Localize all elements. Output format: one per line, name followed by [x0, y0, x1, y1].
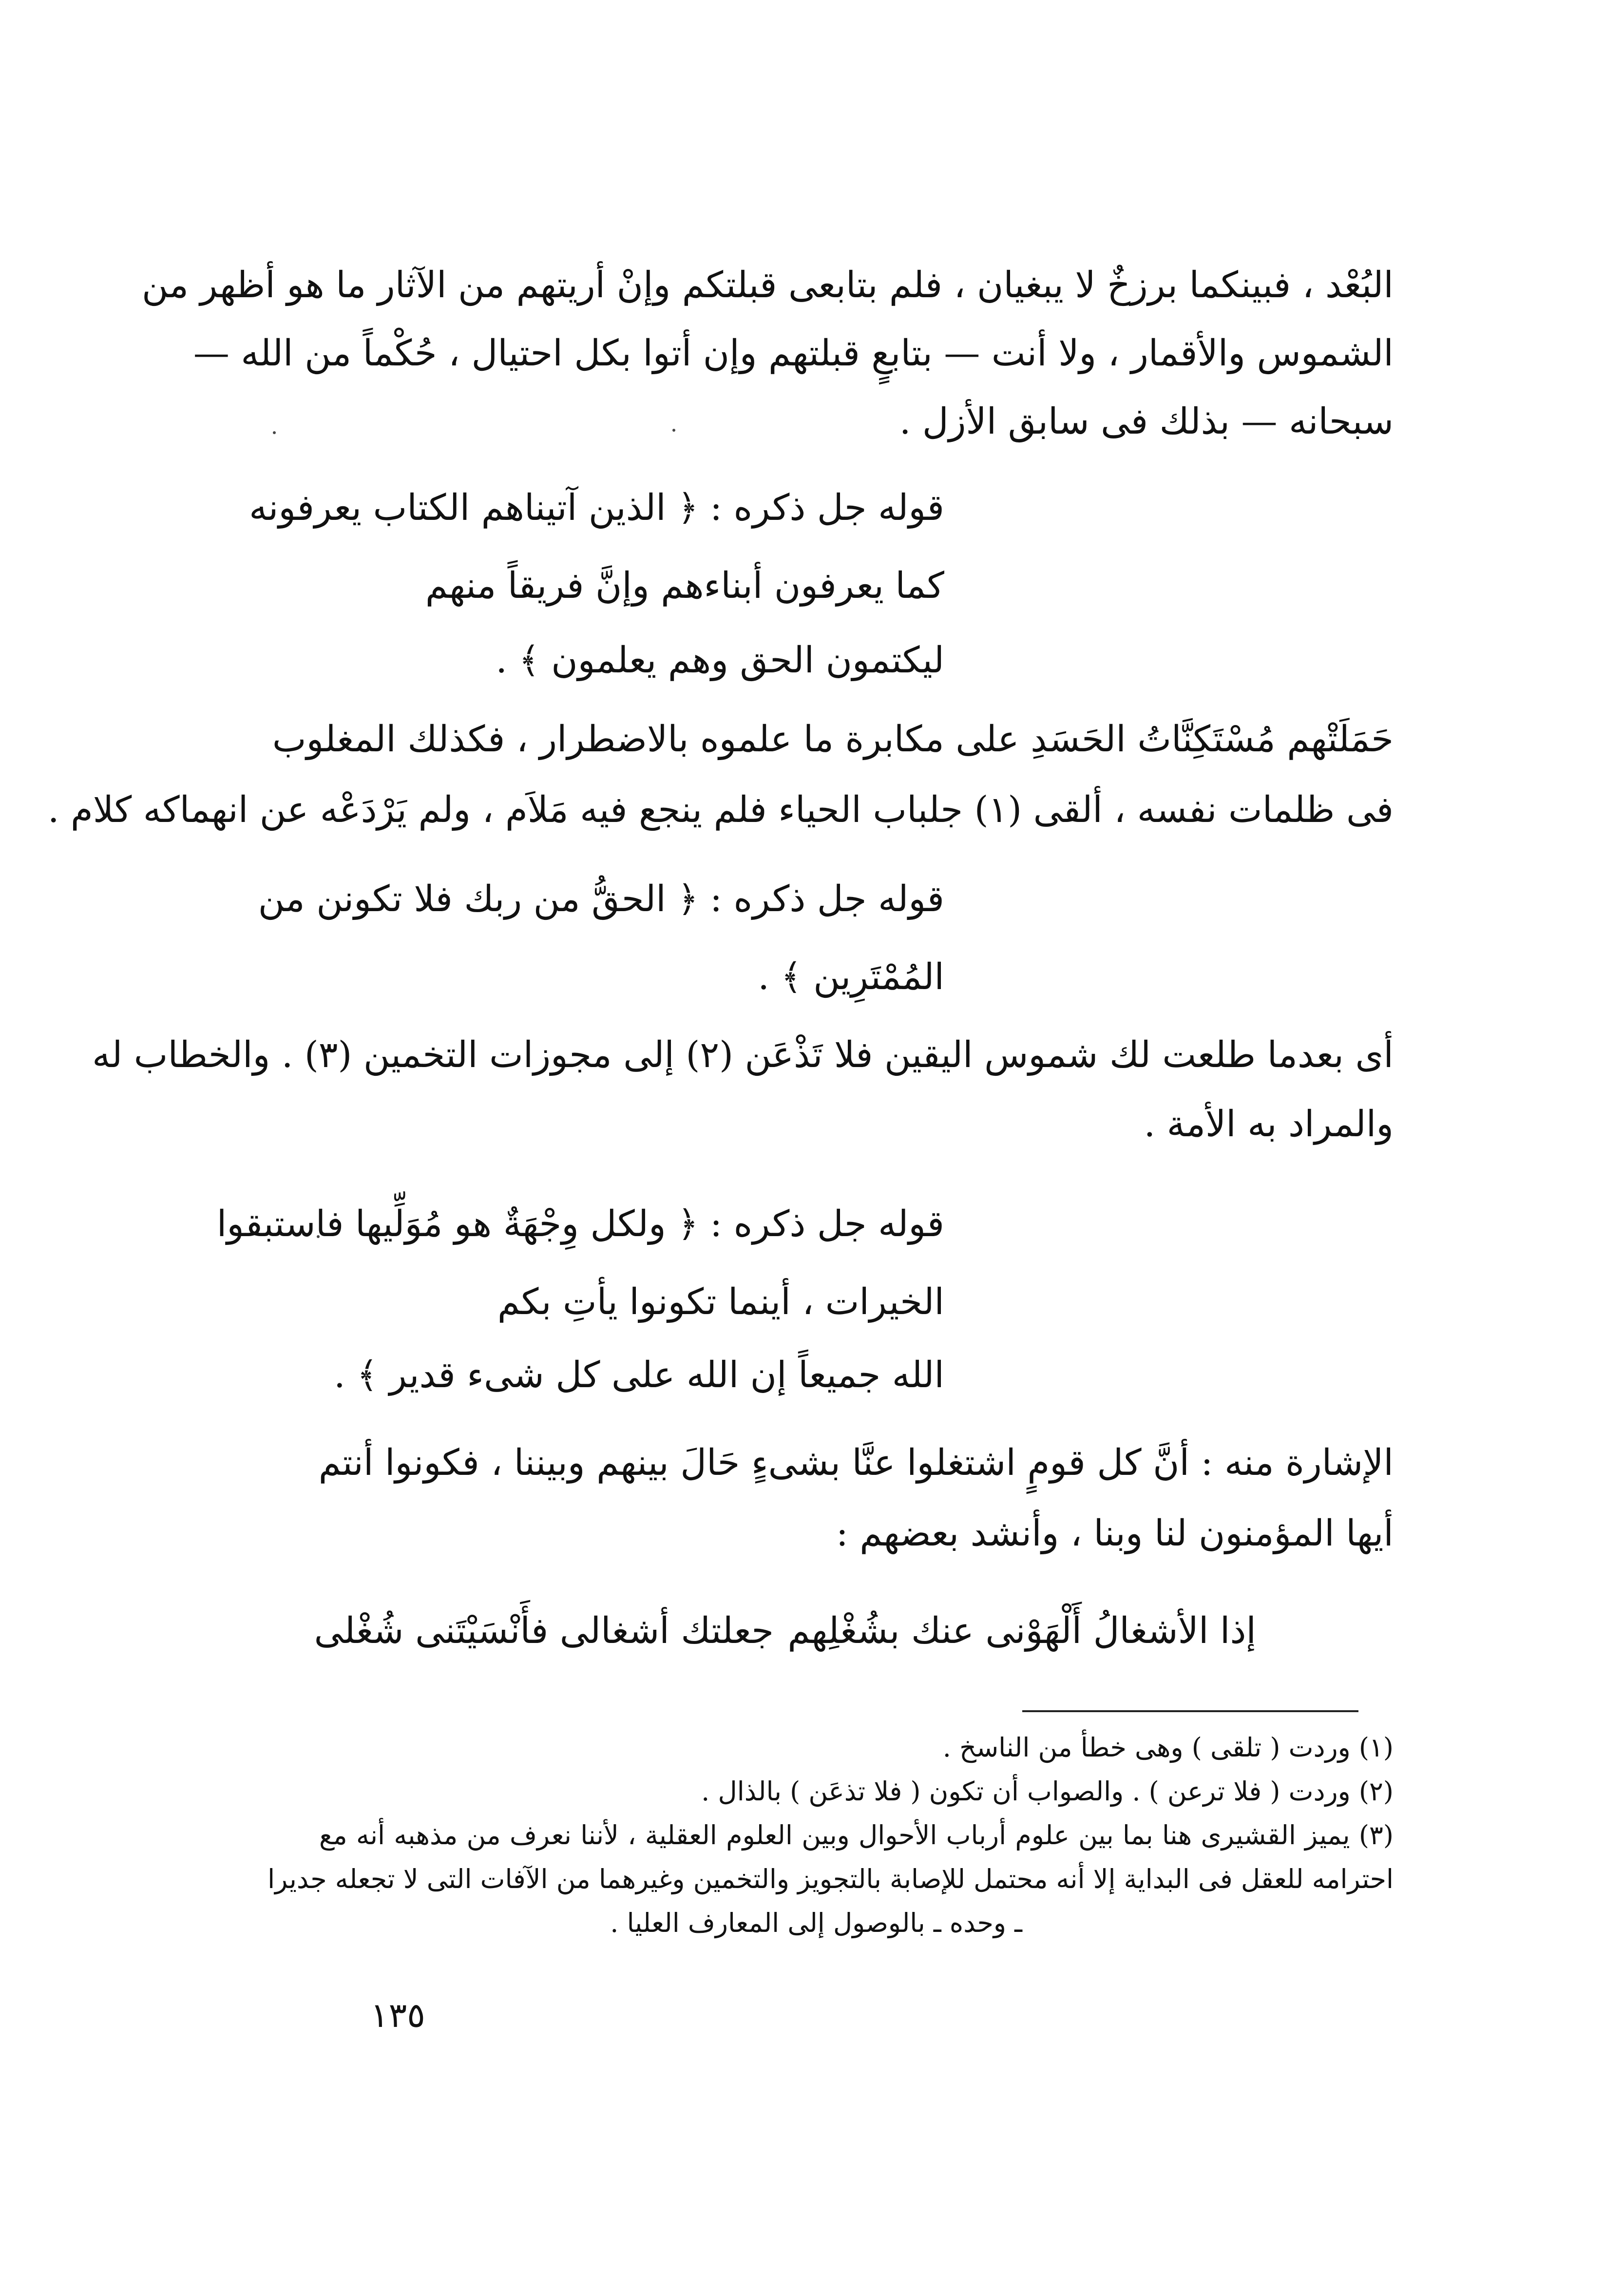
paragraph-1-line-3: سبحانه — بذلك فى سابق الأزل . [899, 401, 1394, 442]
poem-hemistich-1: إذا الأشغالُ أَلْهَوْنى عنك بشُغْلِهم [787, 1610, 1256, 1652]
paragraph-3-line-1: أى بعدما طلعت لك شموس اليقين فلا تَذْعَن (٢) إلى مجوزات التخمين (٣) . والخطاب له [92, 1034, 1394, 1076]
verse-1-line-2: كما يعرفون أبناءهم وإنَّ فريقاً منهم [425, 565, 944, 607]
poem-hemistich-2: جعلتك أشغالى فأَنْسَيْتَنى شُغْلى [314, 1610, 774, 1652]
footnote-3-line-3: ـ وحده ـ بالوصول إلى المعارف العليا . [610, 1908, 1022, 1938]
footnote-2: (٢) وردت ( فلا ترعن ) . والصواب أن تكون ( فلا تذعَن ) بالذال . [701, 1776, 1394, 1807]
verse-2-line-2: المُمْتَرِين ﴾ . [758, 956, 944, 998]
footnote-1: (١) وردت ( تلقى ) وهى خطأ من الناسخ . [942, 1732, 1394, 1763]
paragraph-2-line-2: فى ظلمات نفسه ، ألقى (١) جلباب الحياء فلم ينجع فيه مَلاَم ، ولم يَرْدَعْه عن انهماكه كلام . [47, 789, 1394, 831]
footnote-3-line-1: (٣) يميز القشيرى هنا بما بين علوم أرباب الأحوال وبين العلوم العقلية ، لأننا نعرف من مذهبه أنه مع [319, 1820, 1394, 1851]
scan-speck [273, 431, 276, 434]
paragraph-1-line-2: الشموس والأقمار ، ولا أنت — بتابعٍ قبلتهم وإن أتوا بكل احتيال ، حُكْماً من الله — [193, 332, 1394, 374]
paragraph-4-line-2: أيها المؤمنون لنا وبنا ، وأنشد بعضهم : [836, 1512, 1394, 1554]
verse-3-line-2: الخيرات ، أينما تكونوا يأتِ بكم [497, 1281, 944, 1323]
verse-1-line-3: ليكتمون الحق وهم يعلمون ﴾ . [496, 639, 944, 681]
scan-speck [672, 429, 675, 432]
footnote-divider [1022, 1710, 1358, 1712]
paragraph-1-line-1: البُعْد ، فبينكما برزخٌ لا يبغيان ، فلم بتابعى قبلتكم وإنْ أريتهم من الآثار ما هو أظهر من [141, 264, 1394, 306]
verse-3-line-1: قوله جل ذكره : ﴿ ولكل وِجْهَةٌ هو مُوَلِّيها فاستبقوا [216, 1203, 944, 1245]
page-number: ١٣٥ [370, 1995, 425, 2035]
verse-2-line-1: قوله جل ذكره : ﴿ الحقُّ من ربك فلا تكونن من [258, 878, 944, 920]
paragraph-3-line-2: والمراد به الأمة . [1144, 1103, 1394, 1145]
footnote-3-line-2: احترامه للعقل فى البداية إلا أنه محتمل للإصابة بالتجويز والتخمين وغيرهما من الآفات التى لا تجعله جديرا [267, 1864, 1394, 1894]
verse-3-line-3: الله جميعاً إن الله على كل شىء قدير ﴾ . [334, 1354, 944, 1396]
verse-1-line-1: قوله جل ذكره : ﴿ الذين آتيناهم الكتاب يعرفونه [249, 487, 944, 529]
paragraph-4-line-1: الإشارة منه : أنَّ كل قومٍ اشتغلوا عنَّا بشىءٍ حَالَ بينهم وبيننا ، فكونوا أنتم [318, 1442, 1394, 1484]
paragraph-2-line-1: حَمَلَتْهم مُسْتَكِنَّاتُ الحَسَدِ على مكابرة ما علموه بالاضطرار ، فكذلك المغلوب [272, 718, 1394, 760]
